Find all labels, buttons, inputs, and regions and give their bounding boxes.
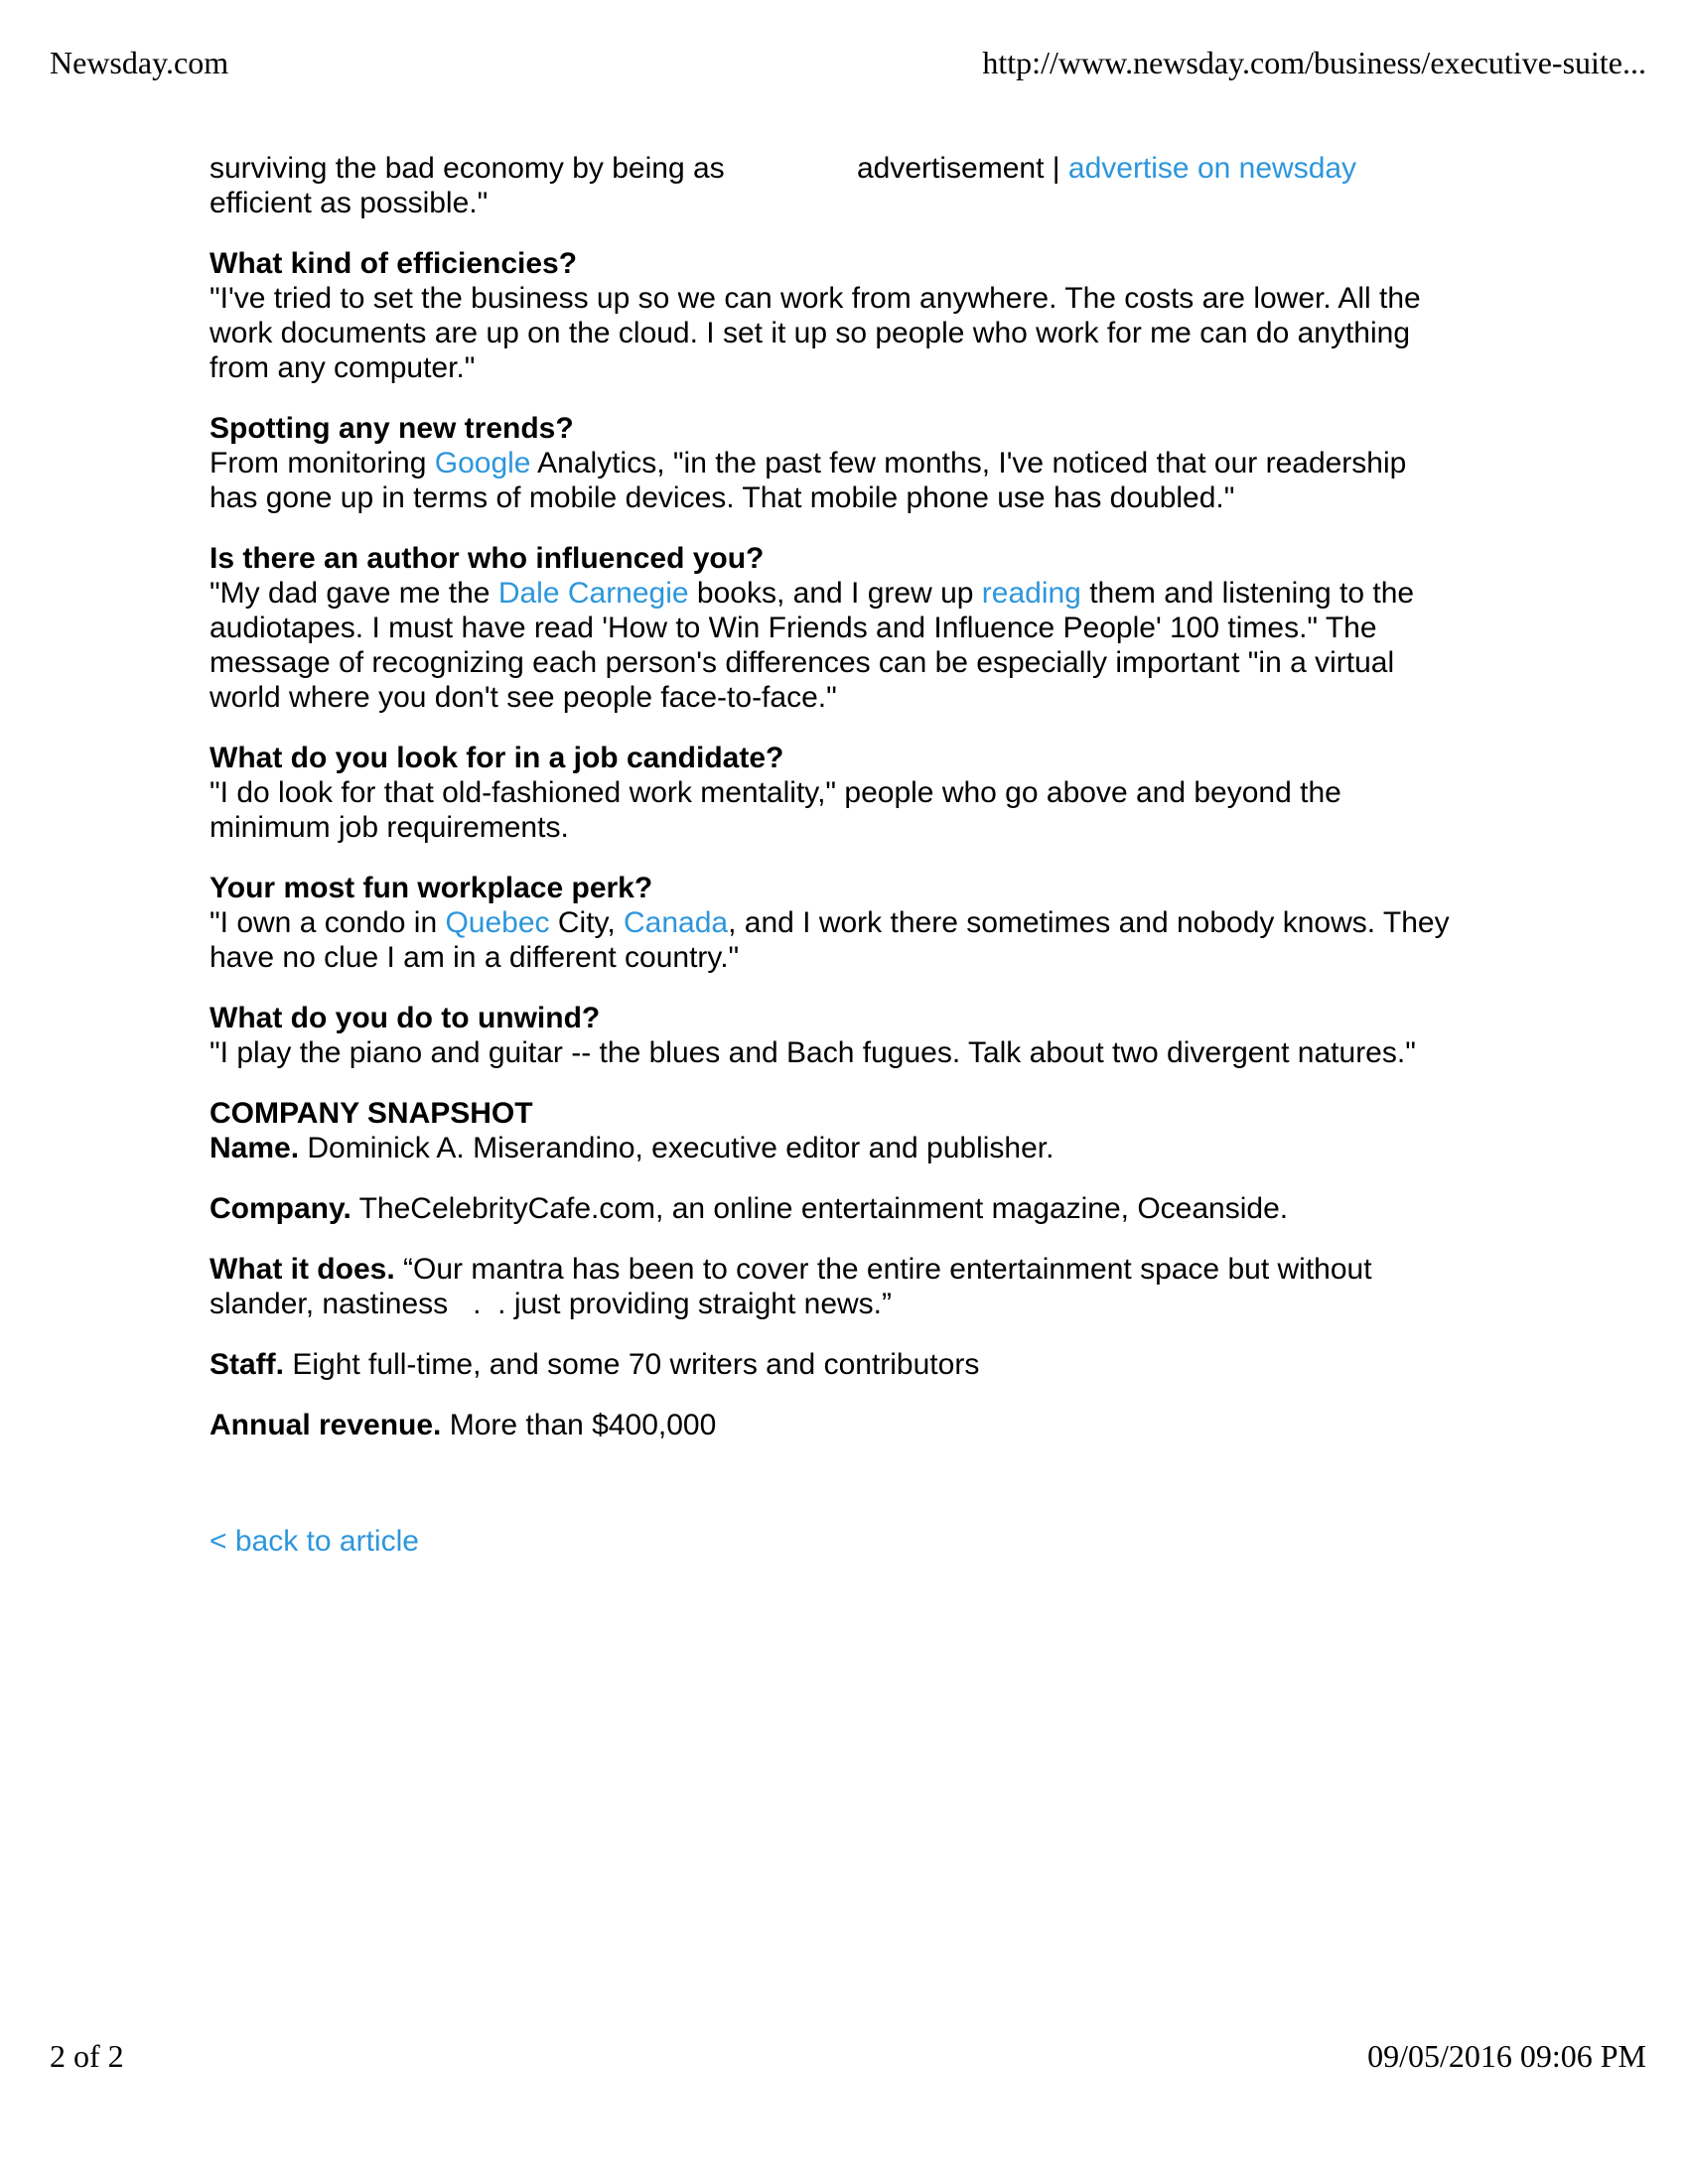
print-header bbox=[50, 46, 1646, 79]
article-line bbox=[210, 1347, 1480, 1382]
article-line bbox=[210, 480, 1480, 515]
link-google[interactable]: Google bbox=[434, 447, 531, 479]
article-line bbox=[210, 316, 1480, 350]
article-body bbox=[210, 151, 1480, 1584]
article-line bbox=[210, 810, 1480, 845]
advertisement-label: advertisement | bbox=[857, 152, 1068, 185]
paragraph bbox=[210, 1408, 1480, 1442]
link-dale-carnegie[interactable]: Dale Carnegie bbox=[497, 577, 689, 610]
paragraph bbox=[210, 871, 1480, 975]
text-segment: From monitoring bbox=[210, 447, 435, 479]
article-line bbox=[210, 1035, 1480, 1070]
text-segment: "I play the piano and guitar -- the blues and Bach fugues. Talk about two divergent natures." bbox=[210, 1036, 1416, 1069]
text-segment: audiotapes. I must have read 'How to Win Friends and Influence People' 100 times." The bbox=[210, 612, 1377, 644]
heading-company-snapshot: COMPANY SNAPSHOT bbox=[210, 1097, 533, 1130]
article-line bbox=[210, 611, 1480, 645]
article-line bbox=[210, 680, 1480, 715]
text-segment: have no clue I am in a different country." bbox=[210, 941, 740, 974]
article-line bbox=[210, 1524, 1480, 1559]
text-segment: slander, nastiness . . just providing straight news.” bbox=[210, 1288, 892, 1320]
text-segment: Analytics, "in the past few months, I've noticed that our readership bbox=[530, 447, 1407, 479]
article-line bbox=[210, 1408, 1480, 1442]
heading-what-kind-of-efficiencies: What kind of efficiencies? bbox=[210, 247, 578, 280]
text-segment: More than $400,000 bbox=[441, 1409, 717, 1441]
paragraph bbox=[210, 246, 1480, 385]
text-segment: has gone up in terms of mobile devices. That mobile phone use has doubled." bbox=[210, 481, 1235, 514]
text-segment: from any computer." bbox=[210, 351, 476, 384]
snapshot-label: Staff. bbox=[210, 1348, 284, 1381]
article-line bbox=[210, 350, 1480, 385]
text-segment: Eight full-time, and some 70 writers and contributors bbox=[284, 1348, 980, 1381]
link-reading[interactable]: reading bbox=[981, 577, 1081, 610]
article-line bbox=[210, 775, 1480, 810]
print-footer bbox=[50, 2039, 1646, 2073]
text-segment: message of recognizing each person's differences can be especially important "in a virtual bbox=[210, 646, 1395, 679]
text-segment: "I've tried to set the business up so we can work from anywhere. The costs are lower. All the bbox=[210, 282, 1421, 315]
text-segment: "I do look for that old-fashioned work mentality," people who go above and beyond the bbox=[210, 776, 1341, 809]
text-segment: books, and I grew up bbox=[688, 577, 982, 610]
text-segment: efficient as possible." bbox=[210, 187, 489, 219]
text-segment: Dominick A. Miserandino, executive editor and publisher. bbox=[299, 1132, 1055, 1164]
paragraph bbox=[210, 1191, 1480, 1226]
article-line bbox=[210, 645, 1480, 680]
heading-spotting-any-new-trends: Spotting any new trends? bbox=[210, 412, 574, 445]
text-segment: TheCelebrityCafe.com, an online entertainment magazine, Oceanside. bbox=[351, 1192, 1289, 1225]
paragraph bbox=[210, 151, 1480, 220]
article-line bbox=[210, 186, 1480, 220]
link-advertise-on-newsday[interactable]: advertise on newsday bbox=[1067, 152, 1357, 185]
page-header-url: http://www.newsday.com/business/executive-suite... bbox=[982, 45, 1646, 80]
snapshot-label: What it does. bbox=[210, 1253, 395, 1286]
heading-what-do-you-do-to-unwind: What do you do to unwind? bbox=[210, 1002, 601, 1034]
paragraph bbox=[210, 411, 1480, 515]
article-line bbox=[210, 1252, 1480, 1287]
text-segment: "My dad gave me the bbox=[210, 577, 498, 610]
paragraph bbox=[210, 541, 1480, 715]
text-segment: , and I work there sometimes and nobody knows. They bbox=[728, 906, 1450, 939]
text-segment: minimum job requirements. bbox=[210, 811, 569, 844]
text-segment: surviving the bad economy by being as bbox=[210, 152, 725, 185]
link-canada[interactable]: Canada bbox=[624, 906, 729, 939]
text-segment: City, bbox=[549, 906, 624, 939]
paragraph bbox=[210, 741, 1480, 845]
paragraph bbox=[210, 1524, 1480, 1559]
heading-your-most-fun-workplace-perk: Your most fun workplace perk? bbox=[210, 872, 653, 904]
article-line bbox=[210, 1287, 1480, 1321]
article-line bbox=[210, 576, 1480, 611]
article-line bbox=[210, 1131, 1480, 1165]
text-segment: "I own a condo in bbox=[210, 906, 446, 939]
page-number: 2 of 2 bbox=[50, 2038, 124, 2074]
article-line bbox=[210, 940, 1480, 975]
text-segment: “Our mantra has been to cover the entire entertainment space but without bbox=[394, 1253, 1372, 1286]
text-segment: them and listening to the bbox=[1080, 577, 1415, 610]
heading-is-there-an-author-who-influenced-you: Is there an author who influenced you? bbox=[210, 542, 765, 575]
text-segment: work documents are up on the cloud. I set it up so people who work for me can do anything bbox=[210, 317, 1411, 349]
text-segment: world where you don't see people face-to-face." bbox=[210, 681, 837, 714]
snapshot-label: Name. bbox=[210, 1132, 300, 1164]
paragraph bbox=[210, 1347, 1480, 1382]
paragraph bbox=[210, 1096, 1480, 1165]
paragraph bbox=[210, 1252, 1480, 1321]
link-quebec[interactable]: Quebec bbox=[445, 906, 550, 939]
paragraph bbox=[210, 1001, 1480, 1070]
print-timestamp: 09/05/2016 09:06 PM bbox=[1367, 2038, 1646, 2074]
article-line bbox=[210, 281, 1480, 316]
article-line bbox=[210, 905, 1480, 940]
article-line bbox=[210, 1191, 1480, 1226]
snapshot-label: Annual revenue. bbox=[210, 1409, 442, 1441]
heading-what-do-you-look-for-in-a-job-candidate: What do you look for in a job candidate? bbox=[210, 742, 784, 774]
article-line bbox=[210, 446, 1480, 480]
link-back-to-article[interactable]: < back to article bbox=[210, 1525, 419, 1558]
page-header-site: Newsday.com bbox=[50, 45, 229, 80]
snapshot-label: Company. bbox=[210, 1192, 352, 1225]
article-line bbox=[210, 151, 1480, 186]
